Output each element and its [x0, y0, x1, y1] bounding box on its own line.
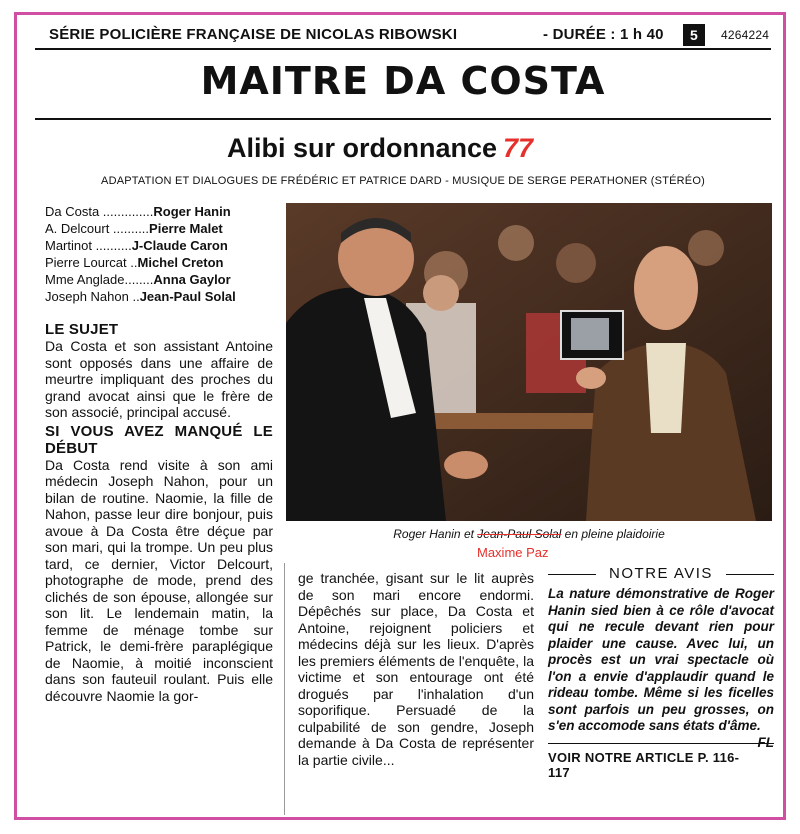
courtroom-photo-illustration	[286, 203, 772, 521]
notre-avis-box	[548, 565, 774, 780]
courtroom-photo	[286, 203, 772, 521]
photo-caption	[286, 527, 772, 541]
cast-actor: Jean-Paul Solal	[139, 289, 236, 304]
caption-struck-name: Jean-Paul Solal	[477, 527, 562, 541]
channel-icon: 5	[683, 24, 705, 46]
handwritten-correction: Maxime Paz	[477, 545, 549, 560]
article-column-2	[298, 570, 534, 768]
cast-row	[45, 254, 285, 271]
header-rule	[35, 48, 771, 50]
debut-heading: SI VOUS AVEZ MANQUÉ LE DÉBUT	[45, 422, 273, 457]
cast-row	[45, 288, 285, 305]
cast-actor: Pierre Malet	[149, 221, 223, 236]
tv-listing-page	[14, 12, 786, 820]
article-reference: VOIR NOTRE ARTICLE P. 116-117	[548, 749, 740, 780]
cast-role: Martinot ..........	[45, 238, 132, 253]
cast-actor: J-Claude Caron	[131, 238, 228, 253]
cast-role: Joseph Nahon ..	[45, 289, 140, 304]
rating-icon: 77	[503, 133, 534, 163]
cast-list	[45, 203, 285, 305]
cast-row	[45, 271, 285, 288]
episode-name: Alibi sur ordonnance	[227, 133, 498, 163]
cast-role: Mme Anglade........	[45, 272, 154, 287]
episode-title	[227, 133, 533, 164]
avis-rule	[548, 743, 774, 744]
sujet-text: Da Costa et son assistant Antoine sont opposés dans une affaire de meurtre impliquant des proches du grand avocat ainsi que le frère de son associé, principal accusé.	[45, 338, 273, 420]
article-column-1	[45, 321, 273, 704]
cast-role: Pierre Lourcat ..	[45, 255, 138, 270]
show-title: MAITRE DA COSTA	[200, 59, 606, 103]
cast-actor: Michel Creton	[137, 255, 224, 270]
avis-review: La nature démonstrative de Roger Hanin sied bien à ce rôle d'avocat qui ne recule devant rien pour plaider une cause. Avec lui, un procès est un vrai spectacle où l'on a envie d'applaudir quand le rideau tombe. Même si les ficelles sont parfois un peu grosses, on s'en accomode sans états d'âme.	[548, 586, 774, 733]
debut-text-part-2: ge tranchée, gisant sur le lit auprès de son mari encore endormi. Dépêchés sur place, Da Costa et Antoine, rejoignent policiers et médecins déjà sur les lieux. D'après les premiers éléments de l'enquête, la victime et son entourage ont été drogués par l'inhalation d'un soporifique. Persuadé de la culpabilité de son gendre, Joseph demande à Da Costa de représenter la partie civile...	[298, 570, 534, 768]
series-label: SÉRIE POLICIÈRE FRANÇAISE DE NICOLAS RIBOWSKI	[49, 26, 458, 43]
cast-row	[45, 237, 285, 254]
caption-text-end: en pleine plaidoirie	[561, 527, 665, 541]
series-header	[35, 23, 775, 47]
title-rule	[35, 118, 771, 120]
cast-row	[45, 220, 285, 237]
avis-text	[548, 586, 774, 750]
caption-text: Roger Hanin et	[393, 527, 478, 541]
listing-code: 4264224	[721, 28, 770, 42]
cast-actor: Anna Gaylor	[153, 272, 231, 287]
avis-heading: NOTRE AVIS	[548, 565, 774, 582]
column-divider	[284, 563, 285, 815]
avis-signature: FL	[757, 734, 774, 750]
cast-row	[45, 203, 285, 220]
cast-role: A. Delcourt ..........	[45, 221, 150, 236]
cast-actor: Roger Hanin	[153, 204, 231, 219]
cast-role: Da Costa ..............	[45, 204, 154, 219]
credits-line: ADAPTATION ET DIALOGUES DE FRÉDÉRIC ET PATRICE DARD - MUSIQUE DE SERGE PERATHONER (STÉRÉO)	[101, 175, 705, 187]
duration-label: - DURÉE : 1 h 40	[543, 26, 664, 43]
sujet-heading: LE SUJET	[45, 321, 119, 338]
debut-text-part-1: Da Costa rend visite à son ami médecin Joseph Nahon, pour un bilan de routine. Naomie, la fille de Nahon, passe leur dire bonjour, puis avoue à Da Costa être déçue par son mari, qui la trompe. Un peu plus tard, ce dernier, Victor Delcourt, photographe de mode, prend des clichés de son épouse, allongée sur son lit. Le lendemain matin, la femme de ménage tombe sur Patrick, le demi-frère paraplégique de Naomie, à moitié inconscient dans son fauteuil roulant. Puis elle découvre Naomie la gor-	[45, 456, 273, 704]
